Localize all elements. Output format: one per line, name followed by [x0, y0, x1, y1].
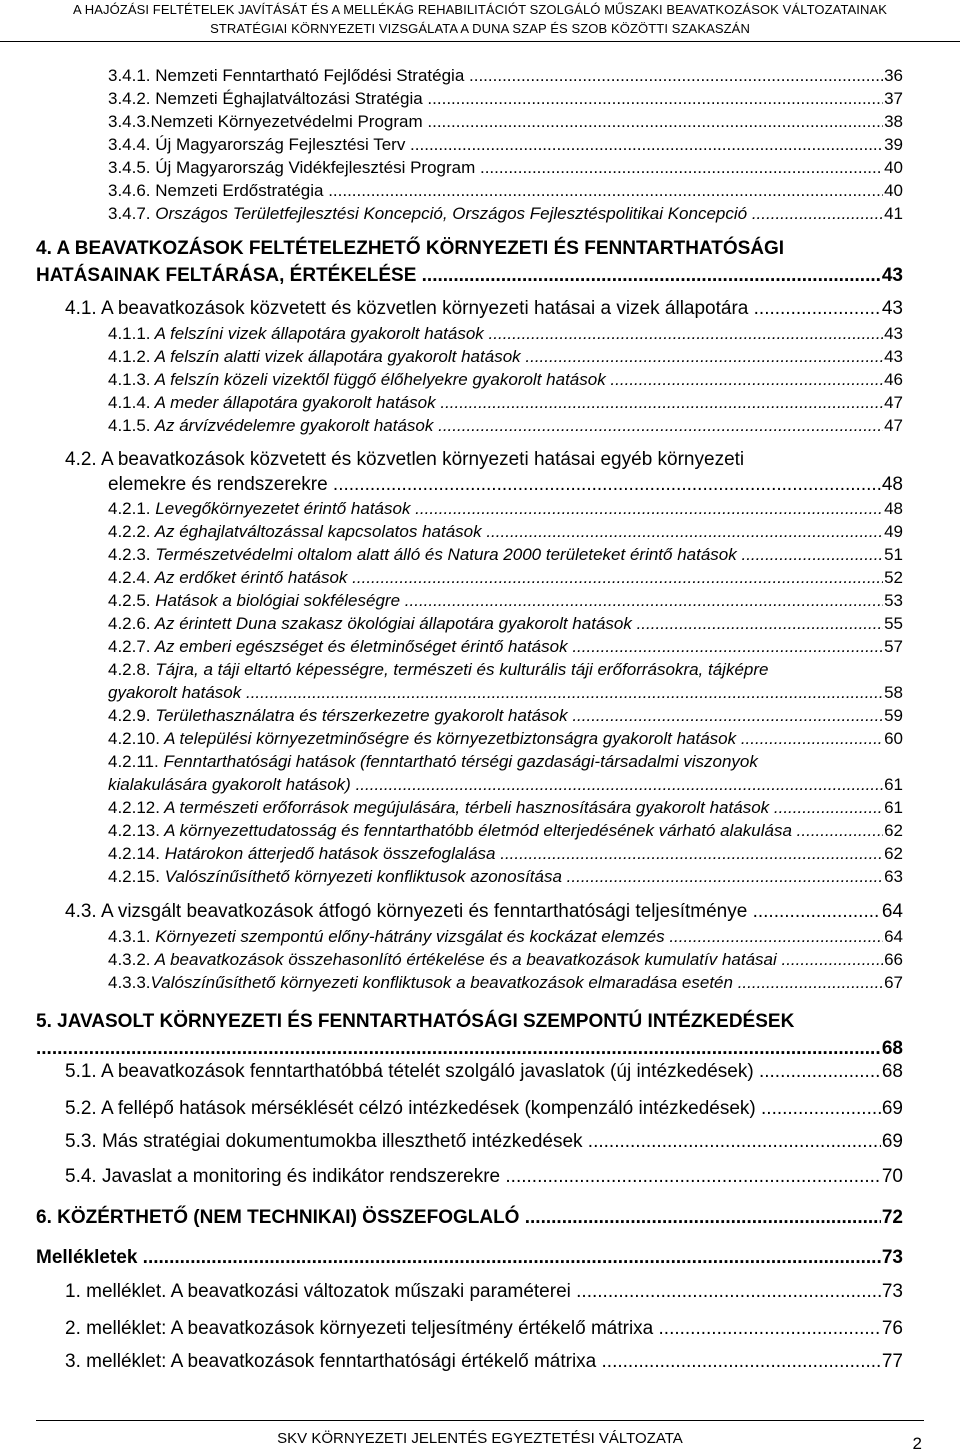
toc-entry-number: 4.2.4.: [108, 568, 151, 587]
toc-entry-section[interactable]: [65, 1059, 903, 1084]
toc-entry-page: 49: [884, 522, 903, 541]
toc-entry-page: 41: [884, 204, 903, 223]
toc-entry[interactable]: [108, 202, 903, 225]
toc-entry-title: Országos Területfejlesztési Koncepció, Országos Fejlesztéspolitikai Koncepció: [155, 204, 748, 223]
toc-entry-chapter[interactable]: [36, 1009, 903, 1061]
toc-entry[interactable]: [108, 520, 903, 543]
toc-entry-title: A felszíni vizek állapotára gyakorolt hatások: [154, 324, 484, 343]
toc-entry-title: Az éghajlatváltozással kapcsolatos hatások: [154, 522, 482, 541]
toc-entry-title: A felszín alatti vizek állapotára gyakorolt hatások: [154, 347, 521, 366]
toc-entry-number: 4.3.3.: [108, 973, 151, 992]
page-footer: [0, 1420, 960, 1454]
toc-entry-number: 3.4.4.: [108, 135, 151, 154]
toc-entry-page: 62: [884, 844, 903, 863]
toc-entry-title: A beavatkozások összehasonlító értékelése és a beavatkozások kumulatív hatásai: [154, 950, 777, 969]
toc-entry[interactable]: [108, 179, 903, 202]
toc-entry-title: A települési környezetminőségre és környezetbiztonságra gyakorolt hatások: [164, 729, 737, 748]
toc-entry-page: 62: [884, 821, 903, 840]
toc-entry-title: Nemzeti Erdőstratégia: [155, 181, 324, 200]
toc-entry-title: Más stratégiai dokumentumokba illeszthető intézkedések: [101, 1131, 583, 1152]
toc-entry-title-cont: kialakulására gyakorolt hatások) .....: [108, 773, 883, 796]
toc-entry-title: Az érintett Duna szakasz ökológiai állapotára gyakorolt hatások: [154, 614, 632, 633]
toc-entry-number: 4.2.7.: [108, 637, 151, 656]
toc-entry-number: 3.4.1.: [108, 66, 151, 85]
toc-entry-title: Tájra, a táji eltartó képességre, természeti és kulturális táji erőforrásokra, tájképre: [155, 660, 769, 679]
toc-entry-title: A felszín közeli vizektől függő élőhelyekre gyakorolt hatások: [154, 370, 606, 389]
toc-entry-section[interactable]: [65, 1129, 903, 1154]
toc-entry-page: 76: [881, 1318, 903, 1339]
toc-entry-page: 46: [884, 370, 903, 389]
toc-entry[interactable]: [108, 133, 903, 156]
toc-entry-number: 4.2.9.: [108, 706, 151, 725]
toc-entry-title: Természetvédelmi oltalom alatt álló és Natura 2000 területeket érintő hatások: [155, 545, 737, 564]
page-number: 2: [912, 1434, 922, 1453]
toc-entry[interactable]: [108, 322, 903, 345]
toc-entry-chapter[interactable]: [36, 1245, 903, 1270]
toc-entry[interactable]: [108, 819, 903, 842]
toc-entry-page: 73: [881, 1247, 903, 1268]
toc-entry[interactable]: [108, 87, 903, 110]
toc-entry-title: Az erdőket érintő hatások: [154, 568, 348, 587]
toc-entry-title: A beavatkozások környezeti teljesítmény értékelő mátrixa: [170, 1318, 654, 1339]
toc-entry-page: 43: [881, 265, 903, 286]
toc-entry-number: 4.1.2.: [108, 347, 151, 366]
toc-entry-number: 4.1.4.: [108, 393, 151, 412]
toc-entry-title: Hatások a biológiai sokféleségre: [155, 591, 401, 610]
toc-entry-page: 58: [884, 683, 903, 702]
toc-entry-page: 38: [884, 112, 903, 131]
toc-entry-page: 77: [881, 1351, 903, 1372]
toc-entry-title: Határokon átterjedő hatások összefoglalása: [164, 844, 496, 863]
toc-entry-number: 4.: [36, 238, 52, 259]
toc-entry-page: 61: [884, 775, 903, 794]
toc-entry[interactable]: [108, 842, 903, 865]
toc-entry-number: 4.2.14.: [108, 844, 160, 863]
toc-entry-number: 5.4.: [65, 1166, 97, 1187]
toc-entry-number: 6.: [36, 1207, 52, 1228]
toc-entry-number: 4.2.: [65, 449, 97, 470]
toc-entry-title: A beavatkozási változatok műszaki paraméterei: [170, 1281, 571, 1302]
toc-entry[interactable]: [108, 391, 903, 414]
toc-entry[interactable]: [108, 704, 903, 727]
toc-entry-page: 66: [884, 950, 903, 969]
toc-entry-page: 69: [881, 1098, 903, 1119]
toc-entry[interactable]: [108, 658, 903, 704]
toc-entry-title: A meder állapotára gyakorolt hatások: [154, 393, 436, 412]
toc-entry-number: 4.2.5.: [108, 591, 151, 610]
toc-entry[interactable]: [108, 948, 903, 971]
toc-entry-annex[interactable]: [65, 1316, 903, 1341]
toc-entry-title: A fellépő hatások mérséklését célzó intézkedések (kompenzáló intézkedések): [100, 1098, 756, 1119]
toc-entry-number: 4.1.: [65, 298, 97, 319]
toc-entry-page: 63: [884, 867, 903, 886]
toc-entry-number: 3.4.5.: [108, 158, 151, 177]
toc-entry-number: 2. melléklet:: [65, 1318, 167, 1339]
toc-entry-page: 43: [884, 324, 903, 343]
header-rule: [0, 41, 960, 42]
toc-entry-title: Nemzeti Éghajlatváltozási Stratégia: [155, 89, 423, 108]
toc-entry[interactable]: [108, 925, 903, 948]
toc-entry-page: 40: [884, 181, 903, 200]
toc-entry-number: 1. melléklet.: [65, 1281, 167, 1302]
toc-entry-section[interactable]: [65, 1096, 903, 1121]
toc-entry-title: A beavatkozások fenntarthatóbbá tételét szolgáló javaslatok (új intézkedések): [100, 1061, 754, 1082]
header-line-2: STRATÉGIAI KÖRNYEZETI VIZSGÁLATA A DUNA SZAP ÉS SZOB KÖZÖTTI SZAKASZÁN: [210, 21, 750, 36]
toc-entry-title: Javaslat a monitoring és indikátor rendszerekre: [101, 1166, 501, 1187]
toc-entry-title: Fenntarthatósági hatások (fenntartható térségi gazdasági-társadalmi viszonyok: [163, 752, 758, 771]
toc-entry-number: 4.2.6.: [108, 614, 151, 633]
toc-entry-title: Az árvízvédelemre gyakorolt hatások: [154, 416, 434, 435]
toc-entry-page: 69: [881, 1131, 903, 1152]
toc-entry-page: 51: [884, 545, 903, 564]
toc-entry-page: 40: [884, 158, 903, 177]
header-line-1: A HAJÓZÁSI FELTÉTELEK JAVÍTÁSÁT ÉS A MELLÉKÁG REHABILITÁCIÓT SZOLGÁLÓ MŰSZAKI BEAVATKOZÁSOK VÁLTOZATAINAK: [72, 2, 888, 17]
toc-entry[interactable]: [108, 156, 903, 179]
toc-entry-page: 72: [881, 1207, 903, 1228]
footer-title: SKV KÖRNYEZETI JELENTÉS EGYEZTETÉSI VÁLTOZATA: [277, 1430, 683, 1447]
toc-entry-number: 4.2.13.: [108, 821, 160, 840]
toc-entry-title-cont: gyakorolt hatások .....: [108, 681, 883, 704]
toc-entry-number: 5.: [36, 1011, 52, 1032]
toc-entry[interactable]: [108, 110, 903, 133]
toc-entry-number: 4.2.2.: [108, 522, 151, 541]
toc-entry-title: Az emberi egészséget és életminőséget érintő hatások: [154, 637, 568, 656]
toc-entry-title: Mellékletek: [36, 1247, 138, 1268]
toc-entry-number: 3. melléklet:: [65, 1351, 167, 1372]
toc-entry-number: 3.4.7.: [108, 204, 151, 223]
toc-entry-page: 43: [881, 298, 903, 319]
toc-entry[interactable]: [108, 589, 903, 612]
toc-entry-number: 4.2.15.: [108, 867, 160, 886]
toc-entry-section[interactable]: [65, 296, 903, 321]
toc-entry-title: A természeti erőforrások megújulására, térbeli hasznosítására gyakorolt hatások: [164, 798, 770, 817]
toc-entry[interactable]: [108, 865, 903, 888]
toc-entry-number: 4.3.1.: [108, 927, 151, 946]
toc-entry[interactable]: [108, 345, 903, 368]
toc-entry-number: 5.2.: [65, 1098, 97, 1119]
toc-entry-number: 4.2.3.: [108, 545, 151, 564]
toc-entry[interactable]: [108, 796, 903, 819]
toc-entry-page: 70: [881, 1166, 903, 1187]
toc-entry-annex[interactable]: [65, 1349, 903, 1374]
toc-entry-title: Új Magyarország Vidékfejlesztési Program: [155, 158, 476, 177]
toc-entry-title-cont: HATÁSAINAK FELTÁRÁSA, ÉRTÉKELÉSE .....: [36, 263, 881, 288]
toc-entry-page: 68: [881, 1061, 903, 1082]
toc-entry-page: 53: [884, 591, 903, 610]
toc-entry-page: 61: [884, 798, 903, 817]
toc-entry-title: A környezettudatosság és fenntarthatóbb életmód elterjedésének várható alakulása: [164, 821, 792, 840]
toc-entry[interactable]: [108, 971, 903, 994]
toc-entry[interactable]: [108, 750, 903, 796]
toc-entry[interactable]: [108, 64, 903, 87]
toc-entry-title: A BEAVATKOZÁSOK FELTÉTELEZHETŐ KÖRNYEZETI ÉS FENNTARTHATÓSÁGI: [56, 238, 785, 259]
toc-entry-page: 68: [881, 1038, 903, 1059]
toc-entry-number: 4.1.3.: [108, 370, 151, 389]
toc-entry-page: 48: [884, 499, 903, 518]
toc-entry-number: 4.3.: [65, 901, 97, 922]
toc-entry-page: 39: [884, 135, 903, 154]
toc-entry-page: 37: [884, 89, 903, 108]
toc-entry-title: A beavatkozások közvetett és közvetlen környezeti hatásai a vizek állapotára: [100, 298, 749, 319]
toc-entry[interactable]: [108, 414, 903, 437]
page-header: [0, 0, 960, 42]
toc-entry-page: 48: [881, 474, 903, 495]
toc-entry-number: 4.2.11.: [108, 752, 159, 771]
toc-entry-page: 36: [884, 66, 903, 85]
toc-entry-title-cont: elemekre és rendszerekre .....: [108, 472, 881, 497]
toc-entry-title: A beavatkozások fenntarthatósági értékelő mátrixa: [170, 1351, 597, 1372]
toc-entry-page: 64: [881, 901, 903, 922]
toc-entry-title: A beavatkozások közvetett és közvetlen környezeti hatásai egyéb környezeti: [100, 449, 745, 470]
toc-entry-page: 67: [884, 973, 903, 992]
toc-entry-number: 4.2.1.: [108, 499, 151, 518]
toc-entry[interactable]: [108, 635, 903, 658]
toc-entry-number: 3.4.6.: [108, 181, 151, 200]
toc-entry-title: Nemzeti Fenntartható Fejlődési Stratégia: [155, 66, 465, 85]
toc-entry-page: 47: [884, 393, 903, 412]
toc-entry-number: 4.3.2.: [108, 950, 151, 969]
toc-entry-page: 57: [884, 637, 903, 656]
toc-entry-annex[interactable]: [65, 1279, 903, 1304]
toc-entry-title: Területhasználatra és térszerkezetre gyakorolt hatások: [155, 706, 568, 725]
toc-entry-page: 64: [884, 927, 903, 946]
toc-entry[interactable]: [108, 612, 903, 635]
toc-entry[interactable]: [108, 543, 903, 566]
toc-entry-page: 43: [884, 347, 903, 366]
toc-entry-number: 5.3.: [65, 1131, 97, 1152]
toc-entry-title-cont: [36, 1036, 881, 1061]
toc-entry-page: 60: [884, 729, 903, 748]
toc-entry-chapter[interactable]: [36, 1205, 903, 1230]
toc-entry-number: 4.2.12.: [108, 798, 160, 817]
toc-entry-number: 4.2.10.: [108, 729, 160, 748]
toc-entry-number: 4.1.1.: [108, 324, 151, 343]
toc-entry[interactable]: [108, 566, 903, 589]
toc-entry-title: Nemzeti Környezetvédelmi Program: [150, 112, 423, 131]
toc-entry-number: 5.1.: [65, 1061, 97, 1082]
toc-entry-title: A vizsgált beavatkozások átfogó környezeti és fenntarthatósági teljesítménye: [100, 901, 748, 922]
toc-entry-section[interactable]: [65, 1164, 903, 1189]
toc-entry-page: 47: [884, 416, 903, 435]
toc-entry-title: KÖZÉRTHETŐ (NEM TECHNIKAI) ÖSSZEFOGLALÓ: [57, 1207, 520, 1228]
toc-entry-section[interactable]: [65, 447, 903, 497]
toc-entry-title: JAVASOLT KÖRNYEZETI ÉS FENNTARTHATÓSÁGI SZEMPONTÚ INTÉZKEDÉSEK: [57, 1011, 795, 1032]
toc-entry[interactable]: [108, 727, 903, 750]
toc-entry[interactable]: [108, 368, 903, 391]
toc-entry-number: 4.2.8.: [108, 660, 151, 679]
toc-entry-title: Új Magyarország Fejlesztési Terv: [155, 135, 406, 154]
toc-entry-page: 55: [884, 614, 903, 633]
toc-entry-page: 73: [881, 1281, 903, 1302]
toc-entry-number: 3.4.3.: [108, 112, 151, 131]
toc-entry-title: Környezeti szempontú előny-hátrány vizsgálat és kockázat elemzés: [155, 927, 665, 946]
toc-entry-number: 4.1.5.: [108, 416, 151, 435]
toc-entry-title: Levegőkörnyezetet érintő hatások: [155, 499, 411, 518]
toc-entry-section[interactable]: [65, 899, 903, 924]
toc-entry-title: Valószínűsíthető környezeti konfliktusok azonosítása: [164, 867, 562, 886]
toc-entry-page: 59: [884, 706, 903, 725]
toc-entry-page: 52: [884, 568, 903, 587]
footer-rule: [36, 1420, 924, 1421]
toc-entry-title: Valószínűsíthető környezeti konfliktusok a beavatkozások elmaradása esetén: [150, 973, 733, 992]
toc-entry-chapter[interactable]: [36, 236, 903, 288]
toc-entry[interactable]: [108, 497, 903, 520]
toc-entry-number: 3.4.2.: [108, 89, 151, 108]
